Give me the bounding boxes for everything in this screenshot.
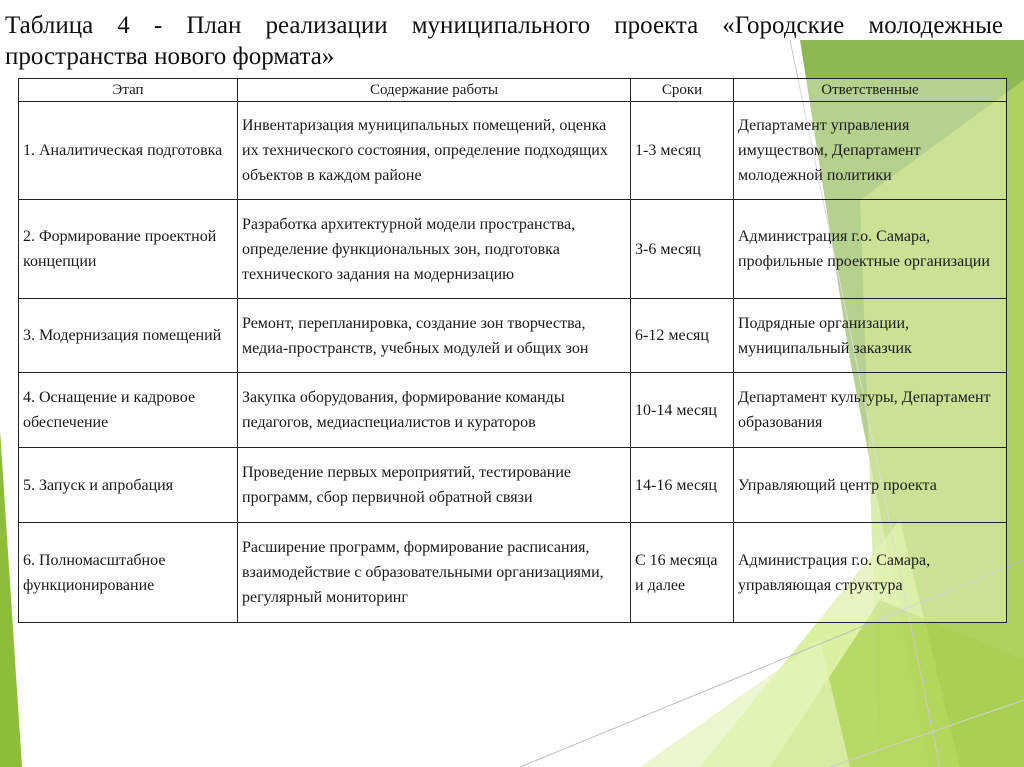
table-row: [19, 200, 1007, 299]
table-row: [19, 373, 1007, 448]
project-plan-table: [18, 78, 1007, 623]
responsible-cell: Администрация г.о. Самара, управляющая структура: [734, 523, 1007, 623]
table-row: [19, 299, 1007, 373]
responsible-cell: Администрация г.о. Самара, профильные проектные организации: [734, 200, 1007, 299]
pale-green-sliver: [640, 640, 850, 767]
responsible-cell: Департамент культуры, Департамент образования: [734, 373, 1007, 448]
stage-cell: 2. Формирование проектной концепции: [19, 200, 238, 299]
responsible-cell: Подрядные организации, муниципальный заказчик: [734, 299, 1007, 373]
stage-cell: 3. Модернизация помещений: [19, 299, 238, 373]
stage-cell: 1. Аналитическая подготовка: [19, 102, 238, 200]
stage-cell: 4. Оснащение и кадровое обеспечение: [19, 373, 238, 448]
work-cell: Расширение программ, формирование расписания, взаимодействие с образовательными организациями, регулярный мониторинг: [238, 523, 631, 623]
term-cell: С 16 месяца и далее: [631, 523, 734, 623]
responsible-cell: Департамент управления имуществом, Департамент молодежной политики: [734, 102, 1007, 200]
table-row: [19, 448, 1007, 523]
term-cell: 1-3 месяц: [631, 102, 734, 200]
work-cell: Закупка оборудования, формирование команды педагогов, медиаспециалистов и кураторов: [238, 373, 631, 448]
table-header-row: [19, 79, 1007, 102]
term-cell: 14-16 месяц: [631, 448, 734, 523]
term-cell: 10-14 месяц: [631, 373, 734, 448]
table-caption-line-1: Таблица 4 - План реализации муниципального проекта «Городские молодежные: [5, 12, 1003, 39]
table-caption: [5, 10, 1003, 72]
table-row: [19, 523, 1007, 623]
work-cell: Проведение первых мероприятий, тестирование программ, сбор первичной обратной связи: [238, 448, 631, 523]
responsible-cell: Управляющий центр проекта: [734, 448, 1007, 523]
header-work: Содержание работы: [238, 79, 631, 102]
work-cell: Ремонт, перепланировка, создание зон творчества, медиа-пространств, учебных модулей и общих зон: [238, 299, 631, 373]
term-cell: 6-12 месяц: [631, 299, 734, 373]
header-term: Сроки: [631, 79, 734, 102]
header-responsible: Ответственные: [734, 79, 1007, 102]
work-cell: Инвентаризация муниципальных помещений, оценка их технического состояния, определение подходящих объектов в каждом районе: [238, 102, 631, 200]
table-row: [19, 102, 1007, 200]
work-cell: Разработка архитектурной модели пространства, определение функциональных зон, подготовка технического задания на модернизацию: [238, 200, 631, 299]
stage-cell: 6. Полномасштабное функционирование: [19, 523, 238, 623]
header-stage: Этап: [19, 79, 238, 102]
table-caption-line-2: пространства нового формата»: [5, 43, 335, 70]
stage-cell: 5. Запуск и апробация: [19, 448, 238, 523]
term-cell: 3-6 месяц: [631, 200, 734, 299]
